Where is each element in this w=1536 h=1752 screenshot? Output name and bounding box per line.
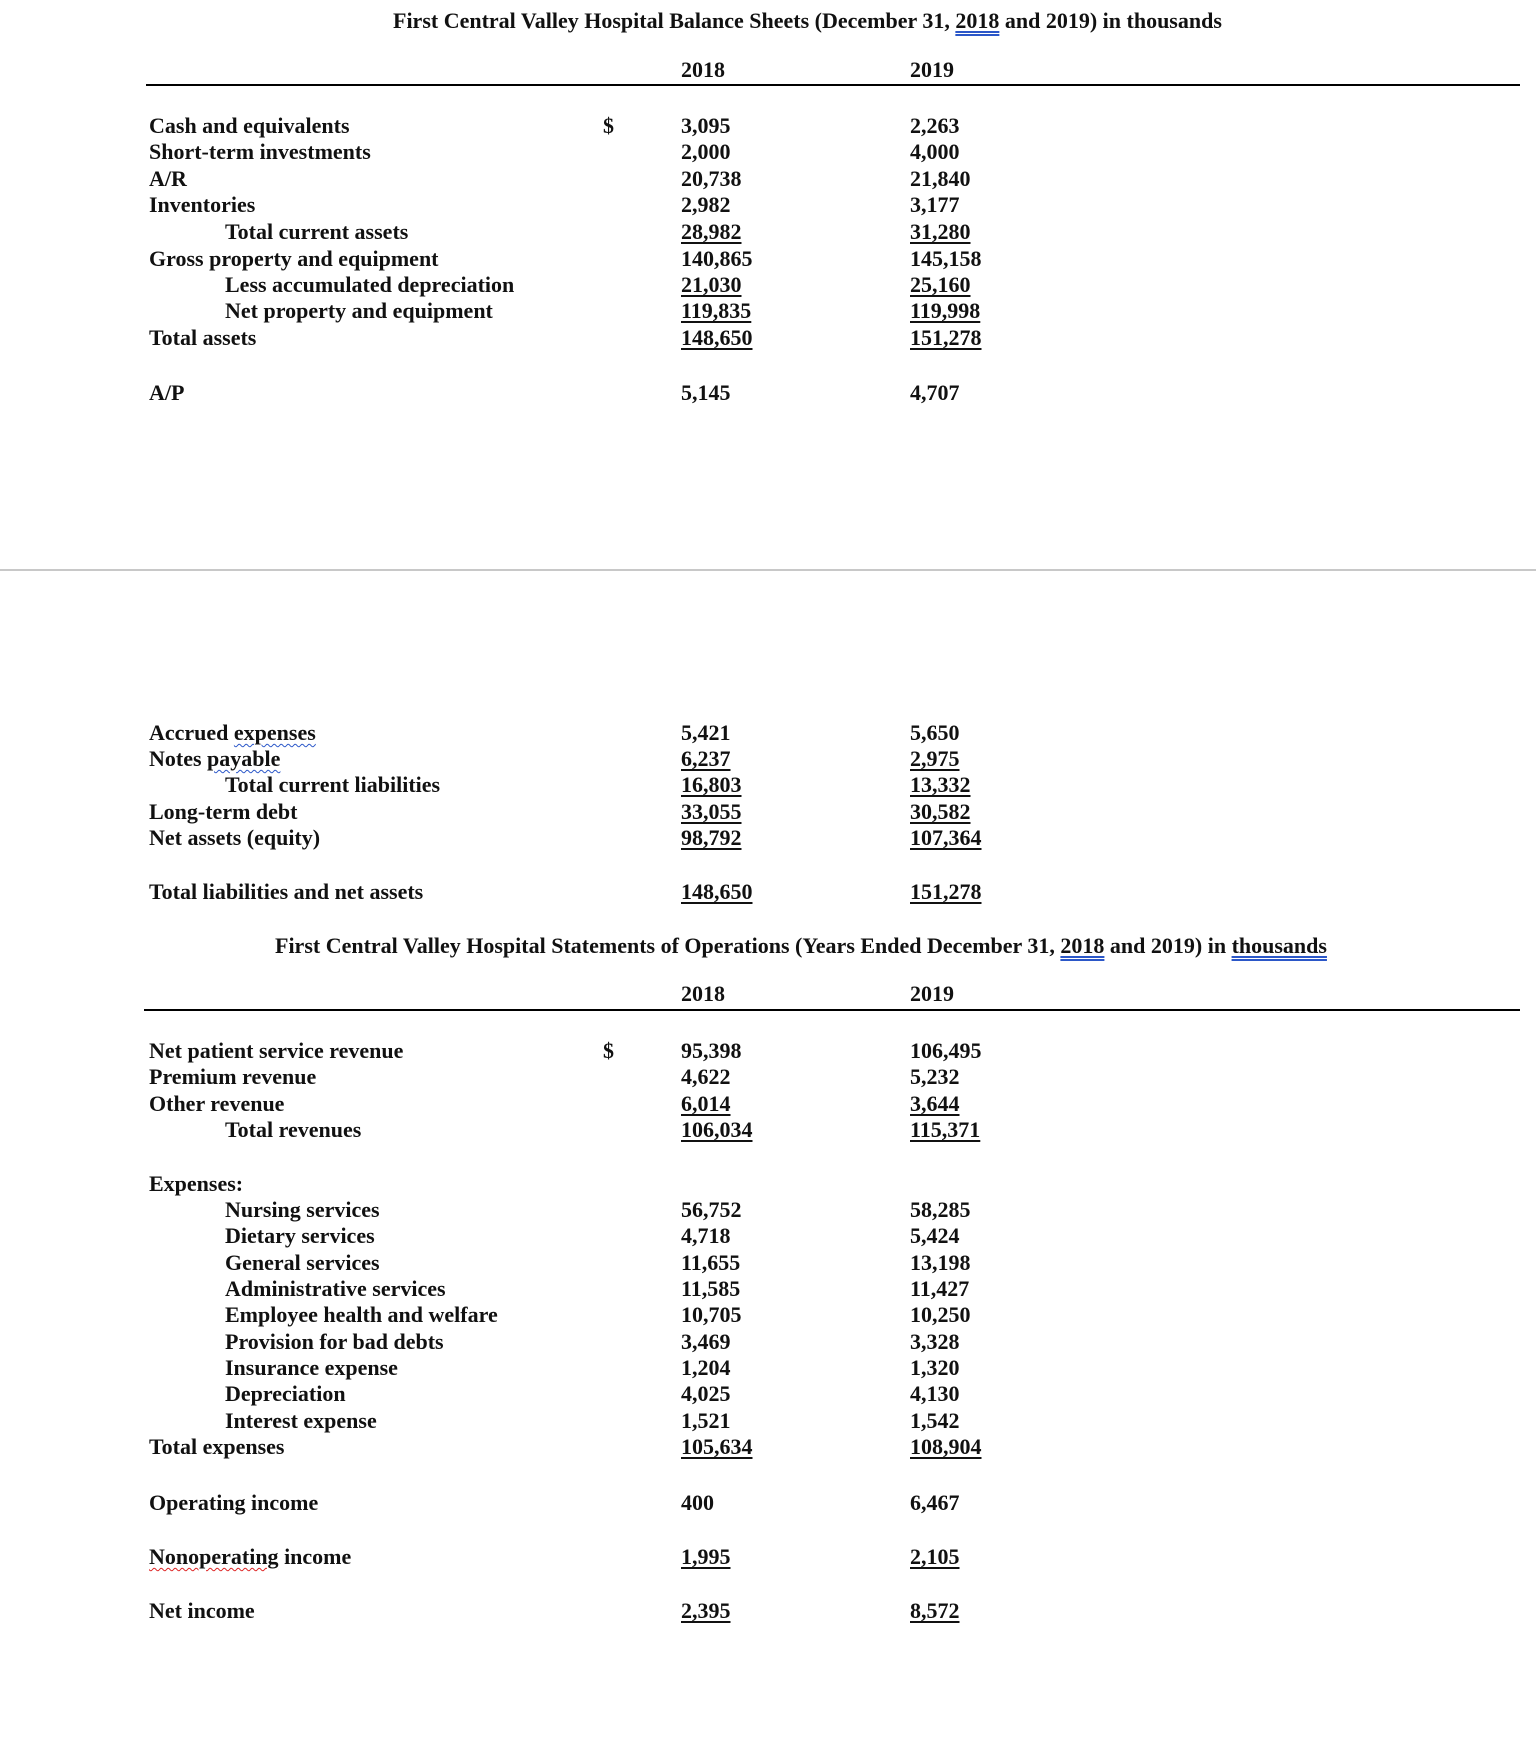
ops-value-2019: 5,424 bbox=[910, 1223, 960, 1248]
bs-label: Total current assets bbox=[225, 219, 409, 244]
ops-currency-symbol: $ bbox=[603, 1038, 614, 1063]
ops-label: Insurance expense bbox=[225, 1355, 398, 1380]
bs-value-2018: 28,982 bbox=[681, 219, 742, 244]
bs-value-2019: 4,707 bbox=[910, 380, 960, 405]
bs-value-2019: 30,582 bbox=[910, 799, 971, 824]
bs-value-2018: 119,835 bbox=[681, 298, 752, 323]
bs-value-2019: 107,364 bbox=[910, 825, 982, 850]
bs-label: A/R bbox=[149, 166, 187, 191]
ops-label: Total revenues bbox=[225, 1117, 362, 1142]
ops-value-2018: 4,718 bbox=[681, 1223, 731, 1248]
ops-value-2018: 3,469 bbox=[681, 1329, 731, 1354]
ops-value-2018: 11,585 bbox=[681, 1276, 741, 1301]
bs-value-2018: 16,803 bbox=[681, 772, 742, 797]
ops-value-2019: 5,232 bbox=[910, 1064, 960, 1089]
ops-year-2018-header: 2018 bbox=[681, 981, 725, 1006]
bs-value-2019: 25,160 bbox=[910, 272, 971, 297]
spellcheck-mark: payable bbox=[207, 746, 281, 771]
title-year-mark: 2018 bbox=[955, 8, 1000, 33]
bs-value-2018: 2,000 bbox=[681, 139, 731, 164]
ops-value-2018: 4,025 bbox=[681, 1381, 731, 1406]
bs-label: Long-term debt bbox=[149, 799, 298, 824]
ops-value-2018: 10,705 bbox=[681, 1302, 742, 1327]
title-thousands-mark: thousands bbox=[1231, 933, 1327, 958]
title-year-mark: 2018 bbox=[1060, 933, 1105, 958]
ops-value-2019: 106,495 bbox=[910, 1038, 982, 1063]
bs-label: Net assets (equity) bbox=[149, 825, 321, 850]
ops-label: Net income bbox=[149, 1598, 255, 1623]
bs-value-2018: 5,145 bbox=[681, 380, 731, 405]
ops-value-2018: 56,752 bbox=[681, 1197, 742, 1222]
bs-value-2018: 140,865 bbox=[681, 246, 753, 271]
bs-label: Less accumulated depreciation bbox=[225, 272, 515, 297]
ops-value-2019: 6,467 bbox=[910, 1490, 960, 1515]
ops-value-2019: 115,371 bbox=[910, 1117, 981, 1142]
ops-label: Depreciation bbox=[225, 1381, 346, 1406]
bs-label: Inventories bbox=[149, 192, 256, 217]
ops-value-2019: 2,105 bbox=[910, 1544, 960, 1569]
ops-value-2019: 13,198 bbox=[910, 1250, 971, 1275]
bs-value-2018: 5,421 bbox=[681, 720, 731, 745]
bs-label: Short-term investments bbox=[149, 139, 371, 164]
ops-label: Administrative services bbox=[225, 1276, 446, 1301]
ops-value-2018: 95,398 bbox=[681, 1038, 742, 1063]
ops-label: Operating income bbox=[149, 1490, 319, 1515]
ops-header-rule bbox=[144, 1009, 1520, 1011]
bs-header-rule bbox=[146, 84, 1520, 86]
bs-year-2019-header: 2019 bbox=[910, 57, 954, 82]
ops-value-2019: 58,285 bbox=[910, 1197, 971, 1222]
ops-label: Provision for bad debts bbox=[225, 1329, 444, 1354]
ops-value-2019: 4,130 bbox=[910, 1381, 960, 1406]
ops-value-2018: 1,995 bbox=[681, 1544, 731, 1569]
ops-value-2019: 108,904 bbox=[910, 1434, 982, 1459]
ops-value-2019: 3,644 bbox=[910, 1091, 960, 1116]
ops-label: Other revenue bbox=[149, 1091, 285, 1116]
ops-value-2018: 1,521 bbox=[681, 1408, 731, 1433]
bs-value-2019: 2,975 bbox=[910, 746, 960, 771]
ops-value-2019: 10,250 bbox=[910, 1302, 971, 1327]
bs-value-2019: 4,000 bbox=[910, 139, 960, 164]
bs-label: Notes payable bbox=[149, 746, 281, 771]
ops-label: Net patient service revenue bbox=[149, 1038, 404, 1063]
ops-label: Dietary services bbox=[225, 1223, 375, 1248]
ops-value-2018: 6,014 bbox=[681, 1091, 731, 1116]
bs-year-2018-header: 2018 bbox=[681, 57, 725, 82]
bs-value-2019: 3,177 bbox=[910, 192, 960, 217]
bs-value-2019: 145,158 bbox=[910, 246, 982, 271]
ops-value-2019: 11,427 bbox=[910, 1276, 970, 1301]
ops-value-2018: 1,204 bbox=[681, 1355, 731, 1380]
bs-value-2019: 21,840 bbox=[910, 166, 971, 191]
ops-label: Nonoperating income bbox=[149, 1544, 352, 1569]
ops-label: Employee health and welfare bbox=[225, 1302, 498, 1327]
bs-label: Gross property and equipment bbox=[149, 246, 439, 271]
bs-label: Accrued expenses bbox=[149, 720, 316, 745]
ops-value-2018: 11,655 bbox=[681, 1250, 741, 1275]
bs-value-2018: 3,095 bbox=[681, 113, 731, 138]
bs-currency-symbol: $ bbox=[603, 113, 614, 138]
bs-value-2019: 119,998 bbox=[910, 298, 981, 323]
bs-value-2018: 20,738 bbox=[681, 166, 742, 191]
bs-label: Cash and equivalents bbox=[149, 113, 350, 138]
bs-label: A/P bbox=[149, 380, 185, 405]
ops-value-2018: 105,634 bbox=[681, 1434, 753, 1459]
ops-label: Interest expense bbox=[225, 1408, 377, 1433]
spellcheck-mark: Nonoperating bbox=[149, 1544, 279, 1569]
page-break-separator bbox=[0, 569, 1536, 571]
bs-value-2018: 33,055 bbox=[681, 799, 742, 824]
bs-value-2019: 13,332 bbox=[910, 772, 971, 797]
bs-value-2018: 148,650 bbox=[681, 325, 753, 350]
operations-title: First Central Valley Hospital Statements of Operations (Years Ended December 31, 2018 and 2019) in thousands bbox=[275, 933, 1327, 958]
bs-label: Total liabilities and net assets bbox=[149, 879, 424, 904]
bs-value-2019: 151,278 bbox=[910, 879, 982, 904]
ops-value-2018: 106,034 bbox=[681, 1117, 753, 1142]
spellcheck-mark: expenses bbox=[233, 720, 316, 745]
ops-label: Premium revenue bbox=[149, 1064, 317, 1089]
bs-value-2019: 5,650 bbox=[910, 720, 960, 745]
ops-label: General services bbox=[225, 1250, 380, 1275]
balance-sheet-title: First Central Valley Hospital Balance Sheets (December 31, 2018 and 2019) in thousands bbox=[393, 8, 1222, 33]
bs-value-2018: 6,237 bbox=[681, 746, 731, 771]
bs-label: Total current liabilities bbox=[225, 772, 441, 797]
bs-value-2018: 98,792 bbox=[681, 825, 742, 850]
ops-value-2019: 1,542 bbox=[910, 1408, 960, 1433]
ops-value-2019: 1,320 bbox=[910, 1355, 960, 1380]
ops-value-2018: 4,622 bbox=[681, 1064, 731, 1089]
bs-value-2019: 151,278 bbox=[910, 325, 982, 350]
bs-value-2018: 148,650 bbox=[681, 879, 753, 904]
bs-label: Net property and equipment bbox=[225, 298, 493, 323]
ops-value-2019: 3,328 bbox=[910, 1329, 960, 1354]
ops-label: Total expenses bbox=[149, 1434, 285, 1459]
ops-value-2019: 8,572 bbox=[910, 1598, 960, 1623]
ops-label: Nursing services bbox=[225, 1197, 380, 1222]
expenses-heading: Expenses: bbox=[149, 1171, 244, 1196]
bs-value-2019: 2,263 bbox=[910, 113, 960, 138]
bs-value-2018: 21,030 bbox=[681, 272, 742, 297]
ops-year-2019-header: 2019 bbox=[910, 981, 954, 1006]
bs-label: Total assets bbox=[149, 325, 257, 350]
bs-value-2019: 31,280 bbox=[910, 219, 971, 244]
ops-value-2018: 2,395 bbox=[681, 1598, 731, 1623]
bs-value-2018: 2,982 bbox=[681, 192, 731, 217]
ops-value-2018: 400 bbox=[681, 1490, 714, 1515]
